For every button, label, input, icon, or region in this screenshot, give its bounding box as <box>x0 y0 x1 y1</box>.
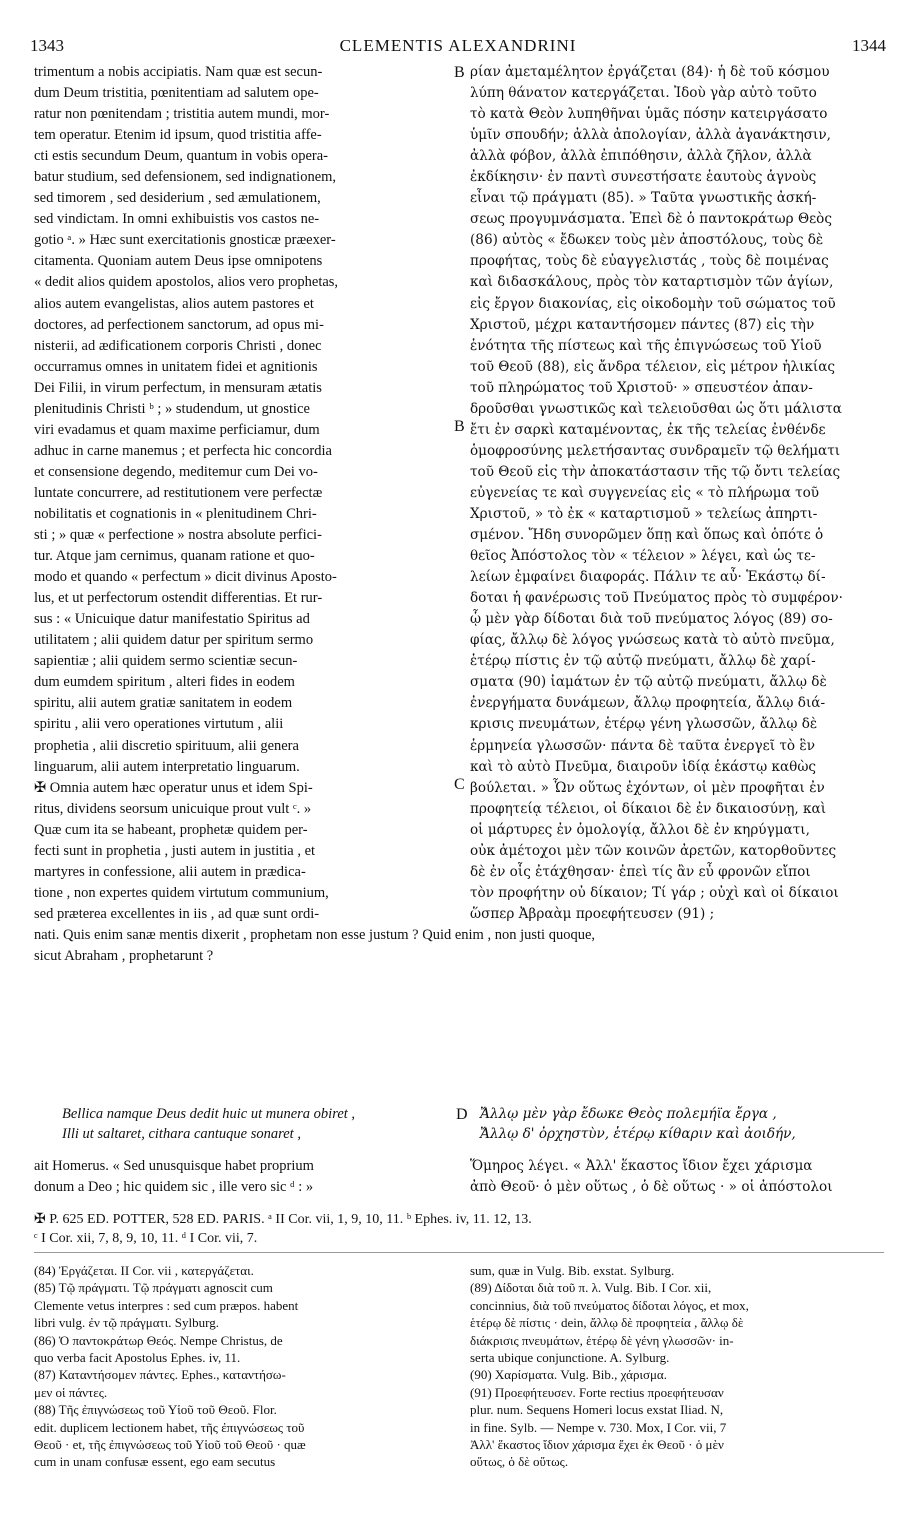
text-line: linguarum, alii autem interpretatio linguarum. <box>34 758 300 775</box>
text-line: ᾧ μὲν γὰρ δίδοται διὰ τοῦ πνεύματος λόγος (89) σο- <box>470 611 833 628</box>
text-line: ait Homerus. « Sed unusquisque habet proprium <box>34 1158 314 1174</box>
text-line: « dedit alios quidem apostolos, alios vero prophetas, <box>34 274 339 291</box>
text-line: σεως προγυμνάσματα. Ἐπεὶ δὲ ὁ παντοκράτωρ Θεὸς <box>470 211 832 228</box>
verse-greek <box>480 1104 884 1144</box>
footnote-line: libri vulg. ἐν τῷ πράγματι. Sylburg. <box>34 1315 219 1331</box>
text-line: οὐκ ἀμέτοχοι μὲν τῶν κοινῶν ἀρετῶν, κατορθοῦντες <box>470 842 837 859</box>
margin-letter-b-top: B <box>454 64 465 81</box>
text-line: προφητείᾳ τέλειοι, οἱ δίκαιοι δὲ ἐν δικαιοσύνῃ, καὶ <box>470 800 827 817</box>
footnote-line: (85) Τῷ πράγματι. Τῷ πράγματι agnoscit cum <box>34 1280 273 1296</box>
text-line: σματα (90) ἰαμάτων ἐν τῷ αὐτῷ πνεύματι, ἄλλῳ δὲ <box>470 674 827 691</box>
text-line: ἑνότητα τῆς πίστεως καὶ τῆς ἐπιγνώσεως τοῦ Υἱοῦ <box>470 337 822 354</box>
footnote-line: (88) Τῆς ἐπιγνώσεως τοῦ Υἱοῦ τοῦ Θεοῦ. Flor. <box>34 1402 277 1418</box>
footnote-line: (90) Χαρίσματα. Vulg. Bib., χάρισμα. <box>470 1367 667 1383</box>
footnote-line: (87) Καταντήσομεν πάντες. Ephes., καταντήσω- <box>34 1367 286 1383</box>
footnote-line: Clemente vetus interpres : sed cum præpos. habent <box>34 1297 299 1313</box>
latin-text-column <box>34 62 454 925</box>
margin-letter-c: C <box>454 776 465 793</box>
text-line: nisterii, ad ædificationem corporis Christi , donec <box>34 337 322 354</box>
continuation-latin <box>34 1156 454 1198</box>
footnote-line: οὕτως, ὁ δὲ οὕτως. <box>470 1454 569 1470</box>
verse-line: Bellica namque Deus dedit huic ut munera obiret , <box>62 1106 356 1122</box>
text-line: ἐκδίκησιν· ἐν παντὶ συνεστήσατε ἑαυτοὺς ἁγνοὺς <box>470 169 817 186</box>
text-line: θεῖος Ἀπόστολος τὸν « τέλειον » λέγει, καὶ ὡς τε- <box>470 548 816 565</box>
text-line: Dei Filii, in virum perfectum, in mensuram ætatis <box>34 379 322 396</box>
footnote-line: cum in unam confusæ essent, ego eam secutus <box>34 1454 276 1470</box>
text-line: utilitatem ; alii quidem datur per spiritum sermo <box>34 632 314 649</box>
text-line: adhuc in carne manemus ; et perfecta hic concordia <box>34 442 332 459</box>
greek-text-column <box>470 62 884 925</box>
text-line: ἑτέρῳ πίστις ἐν τῷ αὐτῷ πνεύματι, ἄλλῳ δὲ χαρί- <box>470 653 816 670</box>
text-line: sus : « Unicuique datur manifestatio Spiritus ad <box>34 611 310 628</box>
footnote-line: μεν οἱ πάντες. <box>34 1384 108 1400</box>
text-line: δροῦσθαι γνωστικῶς καὶ τελειοῦσθαι ὡς ὅτι μάλιστα <box>470 400 842 417</box>
text-line: Χριστοῦ, μέχρι καταντήσομεν πάντες (87) εἰς τὴν <box>470 316 815 333</box>
footnote-line: (86) Ὁ παντοκράτωρ Θεός. Nempe Christus, de <box>34 1332 283 1348</box>
text-line: ritus, dividens seorsum unicuique prout vult ᶜ. » <box>34 800 312 817</box>
text-line: prophetia , alii discretio spirituum, alii genera <box>34 737 299 754</box>
text-line: sapientiæ ; alii quidem sermo scientiæ secun- <box>34 653 298 670</box>
text-line: τὸν προφήτην οὐ δίκαιον; Τί γάρ ; οὐχὶ καὶ οἱ δίκαιοι <box>470 884 839 901</box>
text-line: tur. Atque jam cernimus, quanam ratione et quo- <box>34 548 315 565</box>
text-line: citamenta. Quoniam autem Deus ipse omnipotens <box>34 253 323 270</box>
text-line: doctores, ad perfectionem sanctorum, ad opus mi- <box>34 316 324 333</box>
footnote-line: (84) Ἐργάζεται. II Cor. vii , κατεργάζεται. <box>34 1263 254 1278</box>
margin-letter-d: D <box>456 1106 468 1123</box>
text-line: Ὅμηρος λέγει. « Ἀλλ' ἕκαστος ἴδιον ἔχει χάρισμα <box>470 1158 813 1174</box>
text-line: lus, et ut perfectorum ostendit differentias. Et rur- <box>34 590 323 607</box>
text-line: donum a Deo ; hic quidem sic , ille vero sic ᵈ : » <box>34 1179 314 1195</box>
text-line: sicut Abraham , prophetarunt ? <box>34 948 214 964</box>
text-line: batur studium, sed defensionem, sed indignationem, <box>34 169 337 186</box>
reference-line: ✠ P. 625 ED. POTTER, 528 ED. PARIS. ᵃ II Cor. vii, 1, 9, 10, 11. ᵇ Ephes. iv, 11. 12, 13. <box>34 1212 532 1227</box>
footnote-line: sum, quæ in Vulg. Bib. exstat. Sylburg. <box>470 1263 675 1278</box>
text-line: sti ; » quæ « perfectione » nostra absolute perfici- <box>34 527 322 544</box>
text-line: τοῦ Θεοῦ (88), εἰς ἄνδρα τέλειον, εἰς μέτρον ἡλικίας <box>470 358 836 375</box>
footnote-line: Ἀλλ' ἕκαστος ἴδιον χάρισμα ἔχει ἐκ Θεοῦ · ὁ μὲν <box>470 1437 724 1453</box>
continuation-greek <box>470 1156 884 1198</box>
text-line: βούλεται. » Ὧν οὕτως ἐχόντων, οἱ μὲν προφῆται ἐν <box>470 779 825 796</box>
text-line: cti estis secundum Deum, quantum in vobis opera- <box>34 148 328 165</box>
text-line: κρισις πνευμάτων, ἑτέρῳ γένη γλωσσῶν, ἄλλῳ δὲ <box>470 716 818 733</box>
footnotes-left <box>34 1262 454 1471</box>
page-header <box>30 36 886 60</box>
footnote-line: serta ubique conjunctione. A. Sylburg. <box>470 1350 670 1366</box>
footnote-line: (89) Δίδοται διὰ τοῦ π. λ. Vulg. Bib. I Cor. xii, <box>470 1280 712 1296</box>
text-line: sed præterea excellentes in iis , ad quæ sunt ordi- <box>34 905 320 922</box>
text-line: σμένον. Ἤδη συνορῶμεν ὅπῃ καὶ ὅπως καὶ ὁπότε ὁ <box>470 527 824 544</box>
verse-line: Ἄλλῳ μὲν γὰρ ἔδωκε Θεὸς πολεμήϊα ἔργα , <box>480 1106 777 1122</box>
text-line: λύπη θάνατον κατεργάζεται. Ἰδοὺ γὰρ αὐτὸ τοῦτο <box>470 85 817 102</box>
text-line: gotio ᵃ. » Hæc sunt exercitationis gnosticæ præexer- <box>34 232 336 249</box>
text-line: ἐνεργήματα δυνάμεων, ἄλλῳ προφητεία, ἄλλῳ διά- <box>470 695 826 712</box>
text-line: sed timorem , sed desiderium , sed æmulationem, <box>34 190 321 207</box>
text-line: (86) αὐτὸς « ἔδωκεν τοὺς μὲν ἀποστόλους, τοὺς δὲ <box>470 232 824 249</box>
text-line: plenitudinis Christi ᵇ ; » studendum, ut gnostice <box>34 400 310 417</box>
text-line: modo et quando « perfectum » dicit divinus Aposto- <box>34 569 337 586</box>
text-line: τοῦ Θεοῦ εἰς τὴν ἀποκατάστασιν τῆς τῷ ὄντι τελείας <box>470 463 841 480</box>
text-line: εὐγενείας τε καὶ συγγενείας εἰς « τὸ πλήρωμα τοῦ <box>470 484 820 501</box>
full-width-text <box>34 925 884 967</box>
text-line: ρίαν ἀμεταμέλητον ἐργάζεται (84)· ἡ δὲ τοῦ κόσμου <box>470 64 830 80</box>
text-line: occurramus omnes in unitatem fidei et agnitionis <box>34 358 318 375</box>
reference-line: ᶜ I Cor. xii, 7, 8, 9, 10, 11. ᵈ I Cor. vii, 7. <box>34 1231 258 1246</box>
text-line: ὥσπερ Ἀβραὰμ προεφήτευσεν (91) ; <box>470 905 715 922</box>
footnotes-right <box>470 1262 884 1471</box>
text-line: Quæ cum ita se habeant, prophetæ quidem per- <box>34 821 308 838</box>
text-line: εἰς ἔργον διακονίας, εἰς οἰκοδομὴν τοῦ σώματος τοῦ <box>470 295 836 312</box>
text-line: tione , non expertes quidem virtutum communium, <box>34 884 329 901</box>
text-line: Χριστοῦ, » τὸ ἐκ « καταρτισμοῦ » τελείως ἀπηρτι- <box>470 505 818 522</box>
text-line: ὁμοφροσύνης μελετήσαντας συνδραμεῖν τῷ θελήματι <box>470 442 841 459</box>
footnote-line: in fine. Sylb. — Nempe v. 730. Mox, I Cor. vii, 7 <box>470 1419 727 1435</box>
text-line: martyres in confessione, alii autem in prædica- <box>34 863 306 880</box>
text-line: λείων ἐμφαίνει διαφοράς. Πάλιν τε αὖ· Ἑκάστῳ δί- <box>470 569 826 586</box>
footnote-line: quo verba facit Apostolus Ephes. iv, 11. <box>34 1350 241 1366</box>
text-line: προφήτας, τοὺς δὲ εὐαγγελιστάς , τοὺς δὲ ποιμένας <box>470 253 829 270</box>
text-line: ἔτι ἐν σαρκὶ καταμένοντας, ἐκ τῆς τελείας ἐνθένδε <box>470 421 826 438</box>
text-line: ἀλλὰ φόβον, ἀλλὰ ἐπιπόθησιν, ἀλλὰ ζῆλον, ἀλλὰ <box>470 148 812 165</box>
text-line: dum Deum tristitia, pœnitentiam ad salutem ope- <box>34 85 319 102</box>
text-line: δοται ἡ φανέρωσις τοῦ Πνεύματος πρὸς τὸ συμφέρον· <box>470 590 843 607</box>
verse-latin <box>62 1104 462 1144</box>
text-line: sed vindictam. In omni exhibuistis vos castos ne- <box>34 211 320 228</box>
text-line: φίας, ἄλλῳ δὲ λόγος γνώσεως κατὰ τὸ αὐτὸ πνεῦμα, <box>470 632 835 649</box>
text-line: nati. Quis enim sanæ mentis dixerit , prophetam non esse justum ? Quid enim , non justi quoque, <box>34 927 596 943</box>
text-line: trimentum a nobis accipiatis. Nam quæ est secun- <box>34 64 323 80</box>
text-line: tem operatur. Etenim id ipsum, quod tristitia affe- <box>34 127 322 144</box>
text-line: fecti sunt in prophetia , justi autem in justitia , et <box>34 842 316 859</box>
text-line: καὶ τὸ αὐτὸ Πνεῦμα, διαιροῦν ἰδίᾳ ἑκάστῳ καθὼς <box>470 758 817 775</box>
footnote-line: διάκρισις πνευμάτων, ἑτέρῳ δὲ γένη γλωσσῶν· in- <box>470 1332 734 1348</box>
text-line: οἱ μάρτυρες ἐν ὁμολογίᾳ, ἄλλοι δὲ ἐν κηρύγματι, <box>470 821 810 838</box>
footnote-line: edit. duplicem lectionem habet, τῆς ἐπιγνώσεως τοῦ <box>34 1419 305 1435</box>
text-line: ἀπὸ Θεοῦ· ὁ μὲν οὕτως , ὁ δὲ οὕτως · » οἱ ἀπόστολοι <box>470 1179 833 1195</box>
text-line: viri evadamus et quam maxime perficiamur, dum <box>34 421 320 438</box>
text-line: τοῦ πληρώματος τοῦ Χριστοῦ· » σπευστέον ἀπαν- <box>470 379 813 396</box>
text-line: τὸ κατὰ Θεὸν λυπηθῆναι ὑμᾶς πόσην κατειργάσατο <box>470 106 828 123</box>
footnote-line: (91) Προεφήτευσεν. Forte rectius προεφήτευσαν <box>470 1384 724 1400</box>
footnote-line: Θεοῦ · et, τῆς ἐπιγνώσεως τοῦ Υἱοῦ τοῦ Θεοῦ · quæ <box>34 1437 306 1453</box>
text-line: alios autem evangelistas, alios autem pastores et <box>34 295 314 312</box>
footnote-line: concinnius, διὰ τοῦ πνεύματος δίδοται λόγος, et mox, <box>470 1297 749 1313</box>
text-line: dum eumdem spiritum , alteri fides in eodem <box>34 674 295 691</box>
text-line: luntate concurrere, ad restitutionem vere perfectæ <box>34 484 323 501</box>
scripture-references <box>34 1210 884 1248</box>
verse-line: Ἄλλῳ δ' ὀρχηστὺν, ἑτέρῳ κίθαριν καὶ ἀοιδήν, <box>480 1126 796 1142</box>
footnote-line: ἑτέρῳ δὲ πίστις · dein, ἄλλῳ δὲ προφητεία , ἄλλῳ δὲ <box>470 1315 744 1331</box>
page-number-left: 1343 <box>30 36 64 55</box>
verse-line: Illi ut saltaret, cithara cantuque sonaret , <box>62 1126 301 1142</box>
text-line: ὑμῖν σπουδήν; ἀλλὰ ἀπολογίαν, ἀλλὰ ἀγανάκτησιν, <box>470 127 831 144</box>
text-line: spiritu, alii autem gratiæ sanitatem in eodem <box>34 695 293 712</box>
running-title: CLEMENTIS ALEXANDRINI <box>339 36 577 55</box>
footnote-line: plur. num. Sequens Homeri locus exstat Iliad. N, <box>470 1402 724 1418</box>
text-line: δὲ ἐν οἷς ἐτάχθησαν· ἐπεὶ τίς ἂν εὖ φρονῶν εἴποι <box>470 863 811 880</box>
text-line: nobilitatis et cognationis in « plenitudinem Chri- <box>34 505 317 522</box>
text-line: ἑρμηνεία γλωσσῶν· πάντα δὲ ταῦτα ἐνεργεῖ τὸ ἓν <box>470 737 815 754</box>
margin-letter-b: B <box>454 418 465 435</box>
text-line: ✠ Omnia autem hæc operatur unus et idem Spi- <box>34 779 313 796</box>
text-line: ratur non pœnitendam ; tristitia autem mundi, mor- <box>34 106 330 123</box>
footnote-divider <box>34 1252 884 1253</box>
text-line: καὶ διδασκάλους, πρὸς τὸν καταρτισμὸν τῶν ἁγίων, <box>470 274 834 291</box>
text-line: et consensione degendo, meditemur cum Dei vo- <box>34 463 318 480</box>
page-number-right: 1344 <box>852 36 886 55</box>
text-line: εἶναι τῷ πράγματι (85). » Ταῦτα γνωστικῆς ἀσκή- <box>470 190 817 207</box>
text-line: spiritu , alii vero operationes virtutum , alii <box>34 716 284 733</box>
